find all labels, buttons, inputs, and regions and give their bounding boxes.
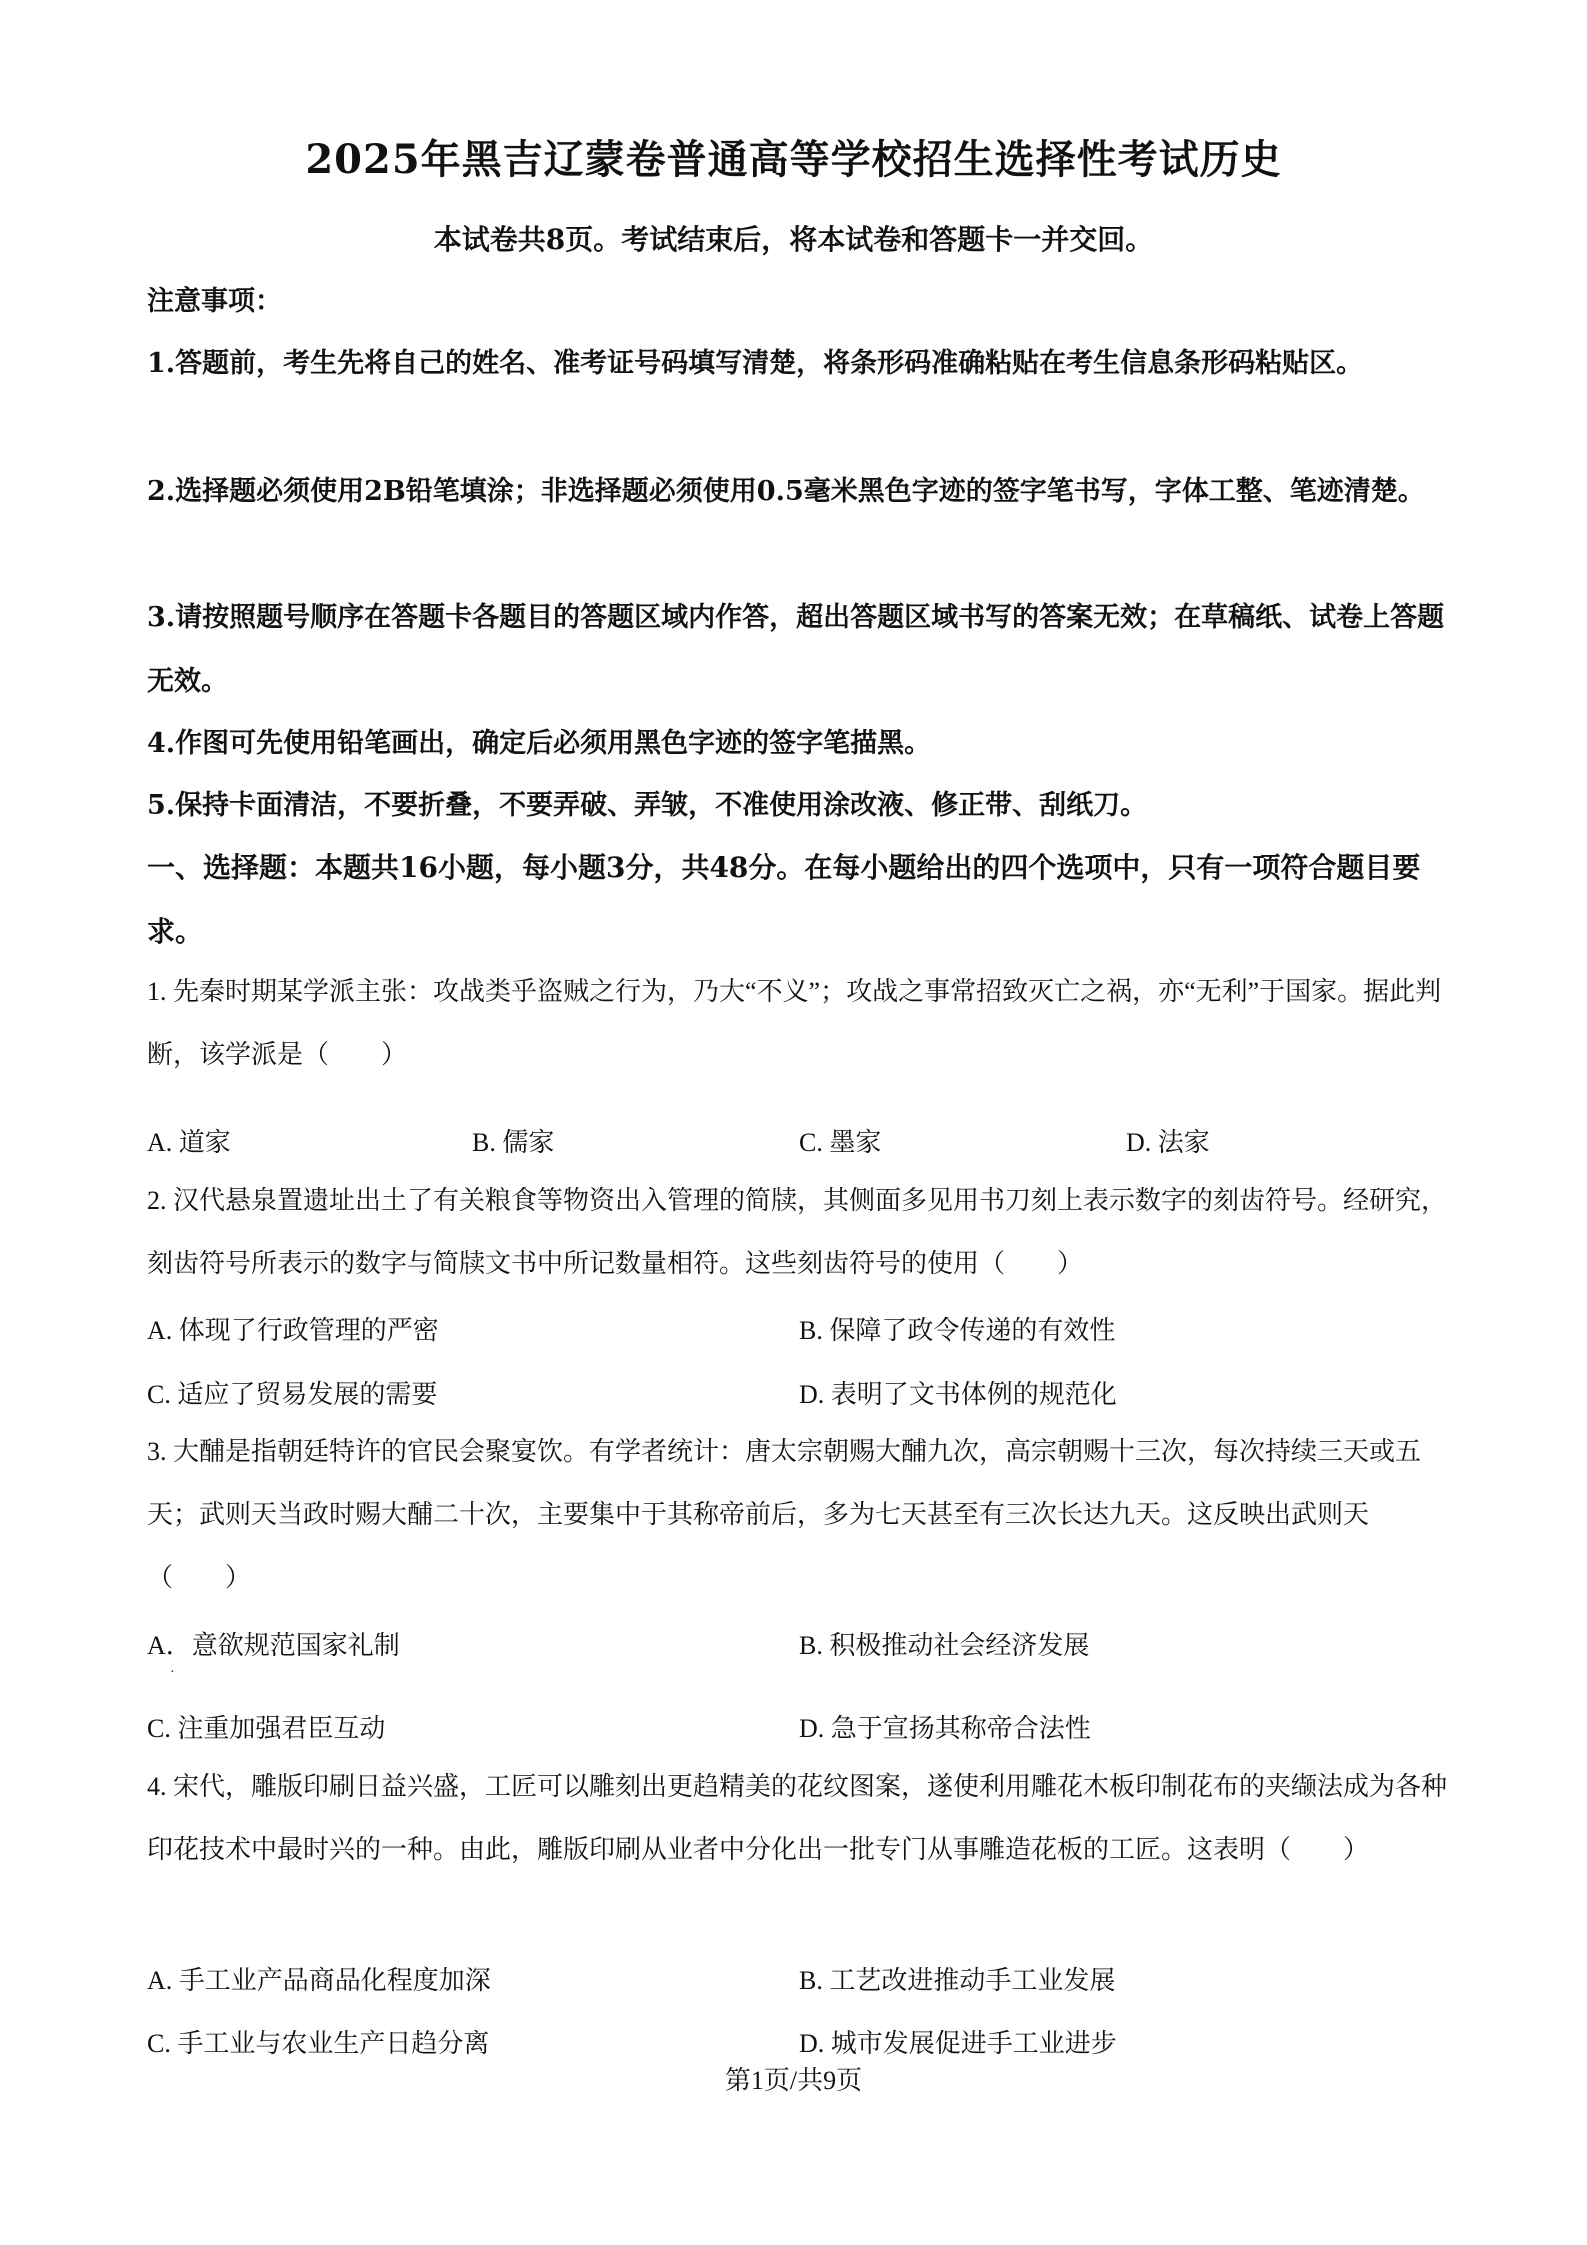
- option-c: C. 墨家: [799, 1128, 882, 1157]
- option-c: C. 注重加强君臣互动: [147, 1714, 386, 1743]
- notice-item: 4.作图可先使用铅笔画出，确定后必须用黑色字迹的签字笔描黑。: [147, 728, 932, 759]
- option-a: A．意欲规范国家礼制: [147, 1631, 400, 1660]
- notice-item: 3.请按照题号顺序在答题卡各题目的答题区域内作答，超出答题区域书写的答案无效；在草稿纸、试卷上答题无效。: [147, 602, 1445, 697]
- page-subtitle: 本试卷共8页。考试结束后，将本试卷和答题卡一并交回。: [433, 223, 1154, 256]
- option-d: D. 急于宣扬其称帝合法性: [799, 1714, 1091, 1743]
- option-b: B. 保障了政令传递的有效性: [799, 1316, 1116, 1345]
- option-d: D. 法家: [1126, 1128, 1210, 1157]
- option-b: B. 积极推动社会经济发展: [799, 1631, 1090, 1660]
- option-c: C. 手工业与农业生产日趋分离: [147, 2029, 490, 2058]
- option-d: D. 表明了文书体例的规范化: [799, 1380, 1117, 1409]
- stray-mark: ·: [170, 1665, 175, 1680]
- notice-item: 1.答题前，考生先将自己的姓名、准考证号码填写清楚，将条形码准确粘贴在考生信息条形码粘贴区。: [147, 348, 1364, 379]
- notice-item: 2.选择题必须使用2B铅笔填涂；非选择题必须使用0.5毫米黑色字迹的签字笔书写，字体工整、笔迹清楚。: [147, 476, 1425, 507]
- question-stem: 1. 先秦时期某学派主张：攻战类乎盗贼之行为，乃大“不义”；攻战之事常招致灭亡之祸，亦“无利”于国家。据此判断，该学派是（ ）: [147, 977, 1442, 1069]
- page-title: 2025年黑吉辽蒙卷普通高等学校招生选择性考试历史: [305, 136, 1282, 183]
- page-footer: 第1页/共9页: [724, 2066, 863, 2095]
- option-b: B. 儒家: [472, 1128, 555, 1157]
- question-stem: 2. 汉代悬泉置遗址出土了有关粮食等物资出入管理的简牍，其侧面多见用书刀刻上表示数字的刻齿符号。经研究，刻齿符号所表示的数字与简牍文书中所记数量相符。这些刻齿符号的使用（ ）: [147, 1186, 1448, 1278]
- section-heading: 一、选择题：本题共16小题，每小题3分，共48分。在每小题给出的四个选项中，只有一项符合题目要求。: [147, 851, 1421, 948]
- question-stem: 4. 宋代，雕版印刷日益兴盛，工匠可以雕刻出更趋精美的花纹图案，遂使利用雕花木板印制花布的夹缬法成为各种印花技术中最时兴的一种。由此，雕版印刷从业者中分化出一批专门从事雕造花板的工匠。这表明（ ）: [147, 1772, 1448, 1864]
- option-a: A. 道家: [147, 1128, 231, 1157]
- option-a: A. 体现了行政管理的严密: [147, 1316, 439, 1345]
- option-b: B. 工艺改进推动手工业发展: [799, 1966, 1116, 1995]
- notice-item: 5.保持卡面清洁，不要折叠，不要弄破、弄皱，不准使用涂改液、修正带、刮纸刀。: [147, 790, 1148, 821]
- option-c: C. 适应了贸易发展的需要: [147, 1380, 438, 1409]
- notice-heading: 注意事项：: [147, 286, 282, 317]
- question-stem: 3. 大酺是指朝廷特许的官民会聚宴饮。有学者统计：唐太宗朝赐大酺九次，高宗朝赐十三次，每次持续三天或五天；武则天当政时赐大酺二十次，主要集中于其称帝前后，多为七天甚至有三次长达九天。这反映出武则天（ ）: [147, 1437, 1422, 1592]
- option-a: A. 手工业产品商品化程度加深: [147, 1966, 491, 1995]
- option-d: D. 城市发展促进手工业进步: [799, 2029, 1117, 2058]
